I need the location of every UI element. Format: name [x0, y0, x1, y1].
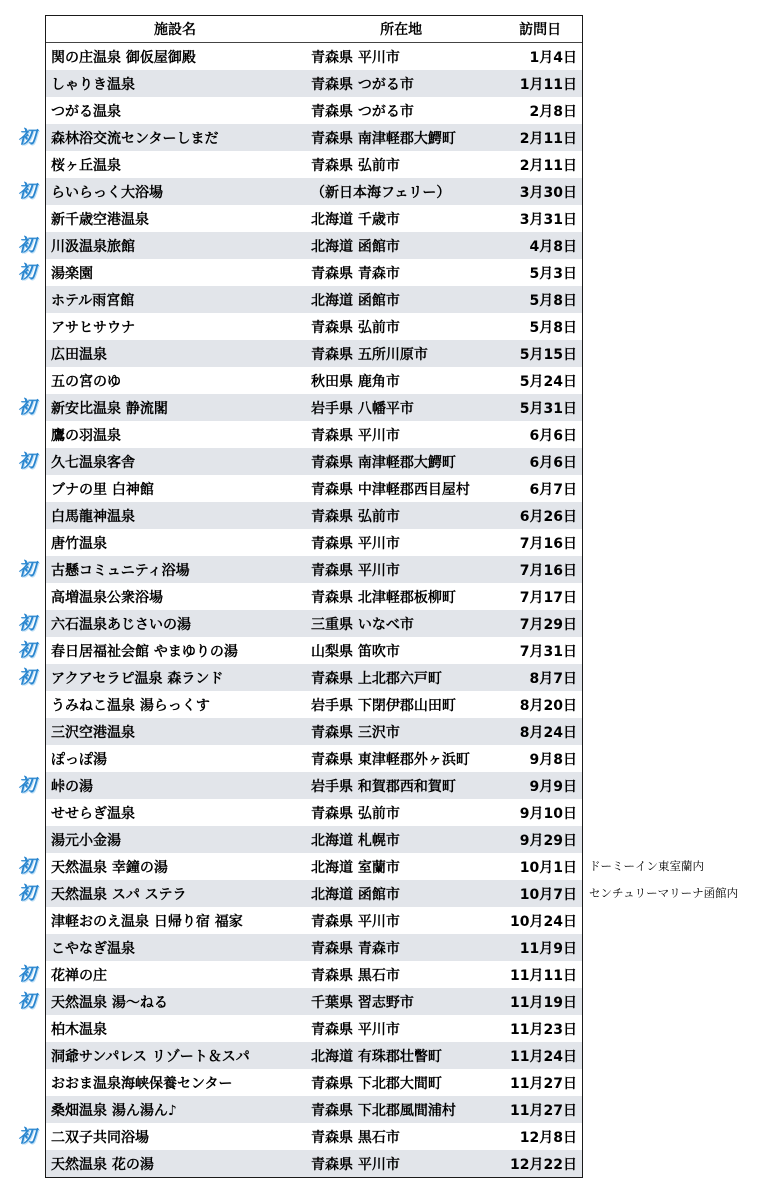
location: 青森県 南津軽郡大鰐町 — [311, 454, 456, 471]
location: 北海道 札幌市 — [311, 832, 400, 849]
first-visit-badge-icon: 初 — [18, 640, 36, 661]
facility-name: しゃりき温泉 — [51, 76, 135, 93]
first-visit-badge-icon: 初 — [18, 262, 36, 283]
visit-date: 9月9日 — [529, 778, 578, 795]
table-row — [18, 259, 582, 286]
table-row — [46, 799, 582, 826]
table-row — [46, 340, 582, 367]
first-visit-badge-icon: 初 — [18, 181, 36, 202]
facility-name: 湯元小金湯 — [51, 832, 121, 849]
visit-date: 9月29日 — [519, 832, 578, 849]
table-row — [18, 961, 582, 988]
table-row — [18, 610, 582, 637]
facility-name: 三沢空港温泉 — [51, 724, 135, 741]
visit-date: 10月24日 — [510, 913, 578, 930]
facility-name: 桑畑温泉 湯ん湯ん♪ — [51, 1102, 177, 1119]
facility-name: おおま温泉海峡保養センター — [51, 1075, 233, 1092]
location: 青森県 弘前市 — [311, 157, 400, 174]
location: 北海道 函館市 — [311, 886, 400, 903]
facility-name: 天然温泉 湯～ねる — [51, 994, 168, 1011]
location: （新日本海フェリー） — [311, 184, 451, 201]
location: 北海道 千歳市 — [311, 211, 400, 228]
facility-name: 白馬龍神温泉 — [51, 508, 135, 525]
location: 青森県 東津軽郡外ヶ浜町 — [311, 751, 470, 768]
facility-name: アサヒサウナ — [51, 319, 135, 336]
table-row — [18, 124, 582, 151]
location: 青森県 黒石市 — [311, 967, 400, 984]
first-visit-badge-icon: 初 — [18, 991, 36, 1012]
facility-name: ブナの里 白神館 — [51, 481, 154, 498]
facility-name: 高増温泉公衆浴場 — [51, 589, 163, 606]
location: 青森県 平川市 — [311, 535, 400, 552]
location: 青森県 北津軽郡板柳町 — [311, 589, 456, 606]
table-body — [18, 43, 739, 1177]
visit-date: 11月23日 — [510, 1021, 578, 1038]
table-row — [18, 232, 582, 259]
facility-name: 春日居福祉会館 やまゆりの湯 — [51, 643, 238, 660]
facility-name: 二双子共同浴場 — [51, 1129, 149, 1146]
onsen-visit-table — [18, 15, 739, 1178]
table-row — [18, 394, 582, 421]
location: 青森県 平川市 — [311, 1156, 400, 1173]
visit-date: 11月9日 — [519, 940, 578, 957]
location: 青森県 下北郡大間町 — [311, 1075, 442, 1092]
location: 青森県 弘前市 — [311, 319, 400, 336]
visit-date: 11月27日 — [510, 1102, 578, 1119]
facility-name: 桜ヶ丘温泉 — [51, 157, 121, 174]
location: 北海道 室蘭市 — [311, 859, 400, 876]
table-row — [46, 529, 582, 556]
visit-date: 7月16日 — [519, 535, 578, 552]
location: 青森県 平川市 — [311, 1021, 400, 1038]
table-row — [46, 313, 582, 340]
facility-name: 広田温泉 — [51, 346, 107, 363]
location: 岩手県 八幡平市 — [311, 400, 414, 417]
first-visit-badge-icon: 初 — [18, 1126, 36, 1147]
first-visit-badge-icon: 初 — [18, 856, 36, 877]
location: 青森県 五所川原市 — [311, 346, 428, 363]
table-row — [46, 286, 582, 313]
table-row — [46, 691, 582, 718]
location: 青森県 平川市 — [311, 913, 400, 930]
facility-name: 新安比温泉 静流閣 — [51, 400, 168, 417]
row-note: ドーミーイン東室蘭内 — [589, 859, 704, 873]
header-location: 所在地 — [380, 22, 423, 38]
location: 青森県 青森市 — [311, 265, 400, 282]
table-row — [18, 448, 582, 475]
location: 岩手県 下閉伊郡山田町 — [311, 697, 456, 714]
first-visit-badge-icon: 初 — [18, 667, 36, 688]
table-row — [46, 1015, 582, 1042]
location: 三重県 いなべ市 — [311, 616, 414, 633]
header-visit-date: 訪問日 — [519, 22, 562, 38]
location: 青森県 平川市 — [311, 49, 400, 66]
location: 青森県 平川市 — [311, 427, 400, 444]
visit-date: 5月31日 — [519, 400, 578, 417]
location: 青森県 上北郡六戸町 — [311, 670, 442, 687]
first-visit-badge-icon: 初 — [18, 397, 36, 418]
location: 山梨県 笛吹市 — [311, 643, 400, 660]
table-row — [46, 502, 582, 529]
location: 北海道 函館市 — [311, 238, 400, 255]
visit-date: 1月4日 — [529, 49, 578, 66]
visit-date: 3月31日 — [519, 211, 578, 228]
table-row — [46, 826, 582, 853]
table-row — [46, 1096, 582, 1123]
visit-date: 3月30日 — [519, 184, 578, 201]
table-row — [46, 583, 582, 610]
location: 青森県 平川市 — [311, 562, 400, 579]
table-row — [46, 421, 582, 448]
facility-name: 唐竹温泉 — [51, 535, 107, 552]
table-row — [46, 70, 582, 97]
visit-date: 11月24日 — [510, 1048, 578, 1065]
visit-date: 7月17日 — [519, 589, 578, 606]
table-row — [46, 151, 582, 178]
visit-date: 7月31日 — [519, 643, 578, 660]
facility-name: 花禅の庄 — [51, 967, 107, 984]
facility-name: 森林浴交流センターしまだ — [51, 130, 219, 147]
visit-date: 5月3日 — [529, 265, 578, 282]
visit-date: 10月7日 — [519, 886, 578, 903]
facility-name: ぽっぽ湯 — [51, 751, 107, 768]
location: 青森県 弘前市 — [311, 508, 400, 525]
visit-date: 5月8日 — [529, 292, 578, 309]
table-row — [46, 934, 582, 961]
visit-date: 7月29日 — [519, 616, 578, 633]
first-visit-badge-icon: 初 — [18, 235, 36, 256]
table-row — [46, 1042, 582, 1069]
table-row — [18, 853, 704, 880]
visit-date: 8月24日 — [519, 724, 578, 741]
facility-name: 新千歳空港温泉 — [51, 211, 149, 228]
facility-name: ホテル雨宮館 — [51, 292, 135, 309]
facility-name: 天然温泉 花の湯 — [51, 1156, 154, 1173]
table-row — [18, 880, 739, 907]
visit-date: 12月22日 — [510, 1156, 578, 1173]
table-row — [18, 637, 582, 664]
facility-name: 川汲温泉旅館 — [51, 238, 135, 255]
table-row — [46, 907, 582, 934]
facility-name: 柏木温泉 — [51, 1021, 107, 1038]
facility-name: 古懸コミュニティ浴場 — [51, 562, 190, 579]
visit-date: 5月24日 — [519, 373, 578, 390]
facility-name: 津軽おのえ温泉 日帰り宿 福家 — [51, 913, 243, 930]
facility-name: 久七温泉客舎 — [51, 454, 135, 471]
location: 岩手県 和賀郡西和賀町 — [311, 778, 456, 795]
facility-name: らいらっく大浴場 — [51, 184, 163, 201]
visit-date: 1月11日 — [519, 76, 578, 93]
location: 青森県 つがる市 — [311, 76, 414, 93]
table-row — [18, 772, 582, 799]
table-row — [46, 43, 582, 70]
table-row — [18, 556, 582, 583]
location: 北海道 函館市 — [311, 292, 400, 309]
table-row — [46, 97, 582, 124]
facility-name: 湯楽園 — [51, 265, 93, 282]
location: 青森県 南津軽郡大鰐町 — [311, 130, 456, 147]
row-note: センチュリーマリーナ函館内 — [589, 886, 739, 900]
visit-date: 6月6日 — [529, 427, 578, 444]
location: 青森県 青森市 — [311, 940, 400, 957]
table-row — [46, 367, 582, 394]
visit-date: 11月27日 — [510, 1075, 578, 1092]
visit-date: 2月8日 — [529, 103, 578, 120]
table-row — [46, 475, 582, 502]
first-visit-badge-icon: 初 — [18, 883, 36, 904]
visit-date: 6月26日 — [519, 508, 578, 525]
first-visit-badge-icon: 初 — [18, 127, 36, 148]
facility-name: 五の宮のゆ — [51, 373, 121, 390]
table-row — [46, 205, 582, 232]
table-row — [18, 178, 582, 205]
facility-name: せせらぎ温泉 — [51, 805, 135, 822]
location: 青森県 下北郡風間浦村 — [311, 1102, 456, 1119]
location: 青森県 弘前市 — [311, 805, 400, 822]
visit-date: 6月6日 — [529, 454, 578, 471]
facility-name: 洞爺サンパレス リゾート＆スパ — [51, 1048, 250, 1065]
table-row — [18, 1123, 582, 1150]
facility-name: 天然温泉 スパ ステラ — [51, 886, 187, 903]
visit-date: 5月15日 — [519, 346, 578, 363]
header-facility-name: 施設名 — [154, 22, 197, 38]
visit-date: 9月8日 — [529, 751, 578, 768]
location: 北海道 有珠郡壮瞥町 — [311, 1048, 442, 1065]
visit-date: 8月20日 — [519, 697, 578, 714]
visit-date: 9月10日 — [519, 805, 578, 822]
visit-date: 2月11日 — [519, 130, 578, 147]
facility-name: 天然温泉 幸鐘の湯 — [51, 859, 168, 876]
visit-date: 5月8日 — [529, 319, 578, 336]
first-visit-badge-icon: 初 — [18, 613, 36, 634]
table-row — [46, 718, 582, 745]
visit-date: 7月16日 — [519, 562, 578, 579]
location: 青森県 中津軽郡西目屋村 — [311, 481, 470, 498]
table-row — [18, 988, 582, 1015]
table-row — [46, 1150, 582, 1177]
visit-date: 6月7日 — [529, 481, 578, 498]
location: 青森県 黒石市 — [311, 1129, 400, 1146]
facility-name: 峠の湯 — [51, 778, 93, 795]
location: 千葉県 習志野市 — [311, 994, 414, 1011]
visit-date: 8月7日 — [529, 670, 578, 687]
first-visit-badge-icon: 初 — [18, 964, 36, 985]
facility-name: アクアセラピ温泉 森ランド — [51, 670, 224, 687]
facility-name: 関の庄温泉 御仮屋御殿 — [51, 49, 196, 66]
facility-name: こやなぎ温泉 — [51, 940, 135, 957]
visit-date: 2月11日 — [519, 157, 578, 174]
visit-date: 12月8日 — [519, 1129, 578, 1146]
first-visit-badge-icon: 初 — [18, 559, 36, 580]
first-visit-badge-icon: 初 — [18, 775, 36, 796]
facility-name: つがる温泉 — [51, 103, 121, 120]
table-row — [46, 1069, 582, 1096]
visit-date: 4月8日 — [529, 238, 578, 255]
table-header — [46, 16, 582, 43]
facility-name: 六石温泉あじさいの湯 — [51, 616, 191, 633]
facility-name: うみねこ温泉 湯らっくす — [51, 697, 210, 714]
first-visit-badge-icon: 初 — [18, 451, 36, 472]
location: 秋田県 鹿角市 — [311, 373, 400, 390]
visit-date: 11月11日 — [510, 967, 578, 984]
visit-date: 10月1日 — [519, 859, 578, 876]
visit-date: 11月19日 — [510, 994, 578, 1011]
table-row — [18, 664, 582, 691]
location: 青森県 三沢市 — [311, 724, 400, 741]
table-row — [46, 745, 582, 772]
facility-name: 鷹の羽温泉 — [51, 427, 121, 444]
location: 青森県 つがる市 — [311, 103, 414, 120]
